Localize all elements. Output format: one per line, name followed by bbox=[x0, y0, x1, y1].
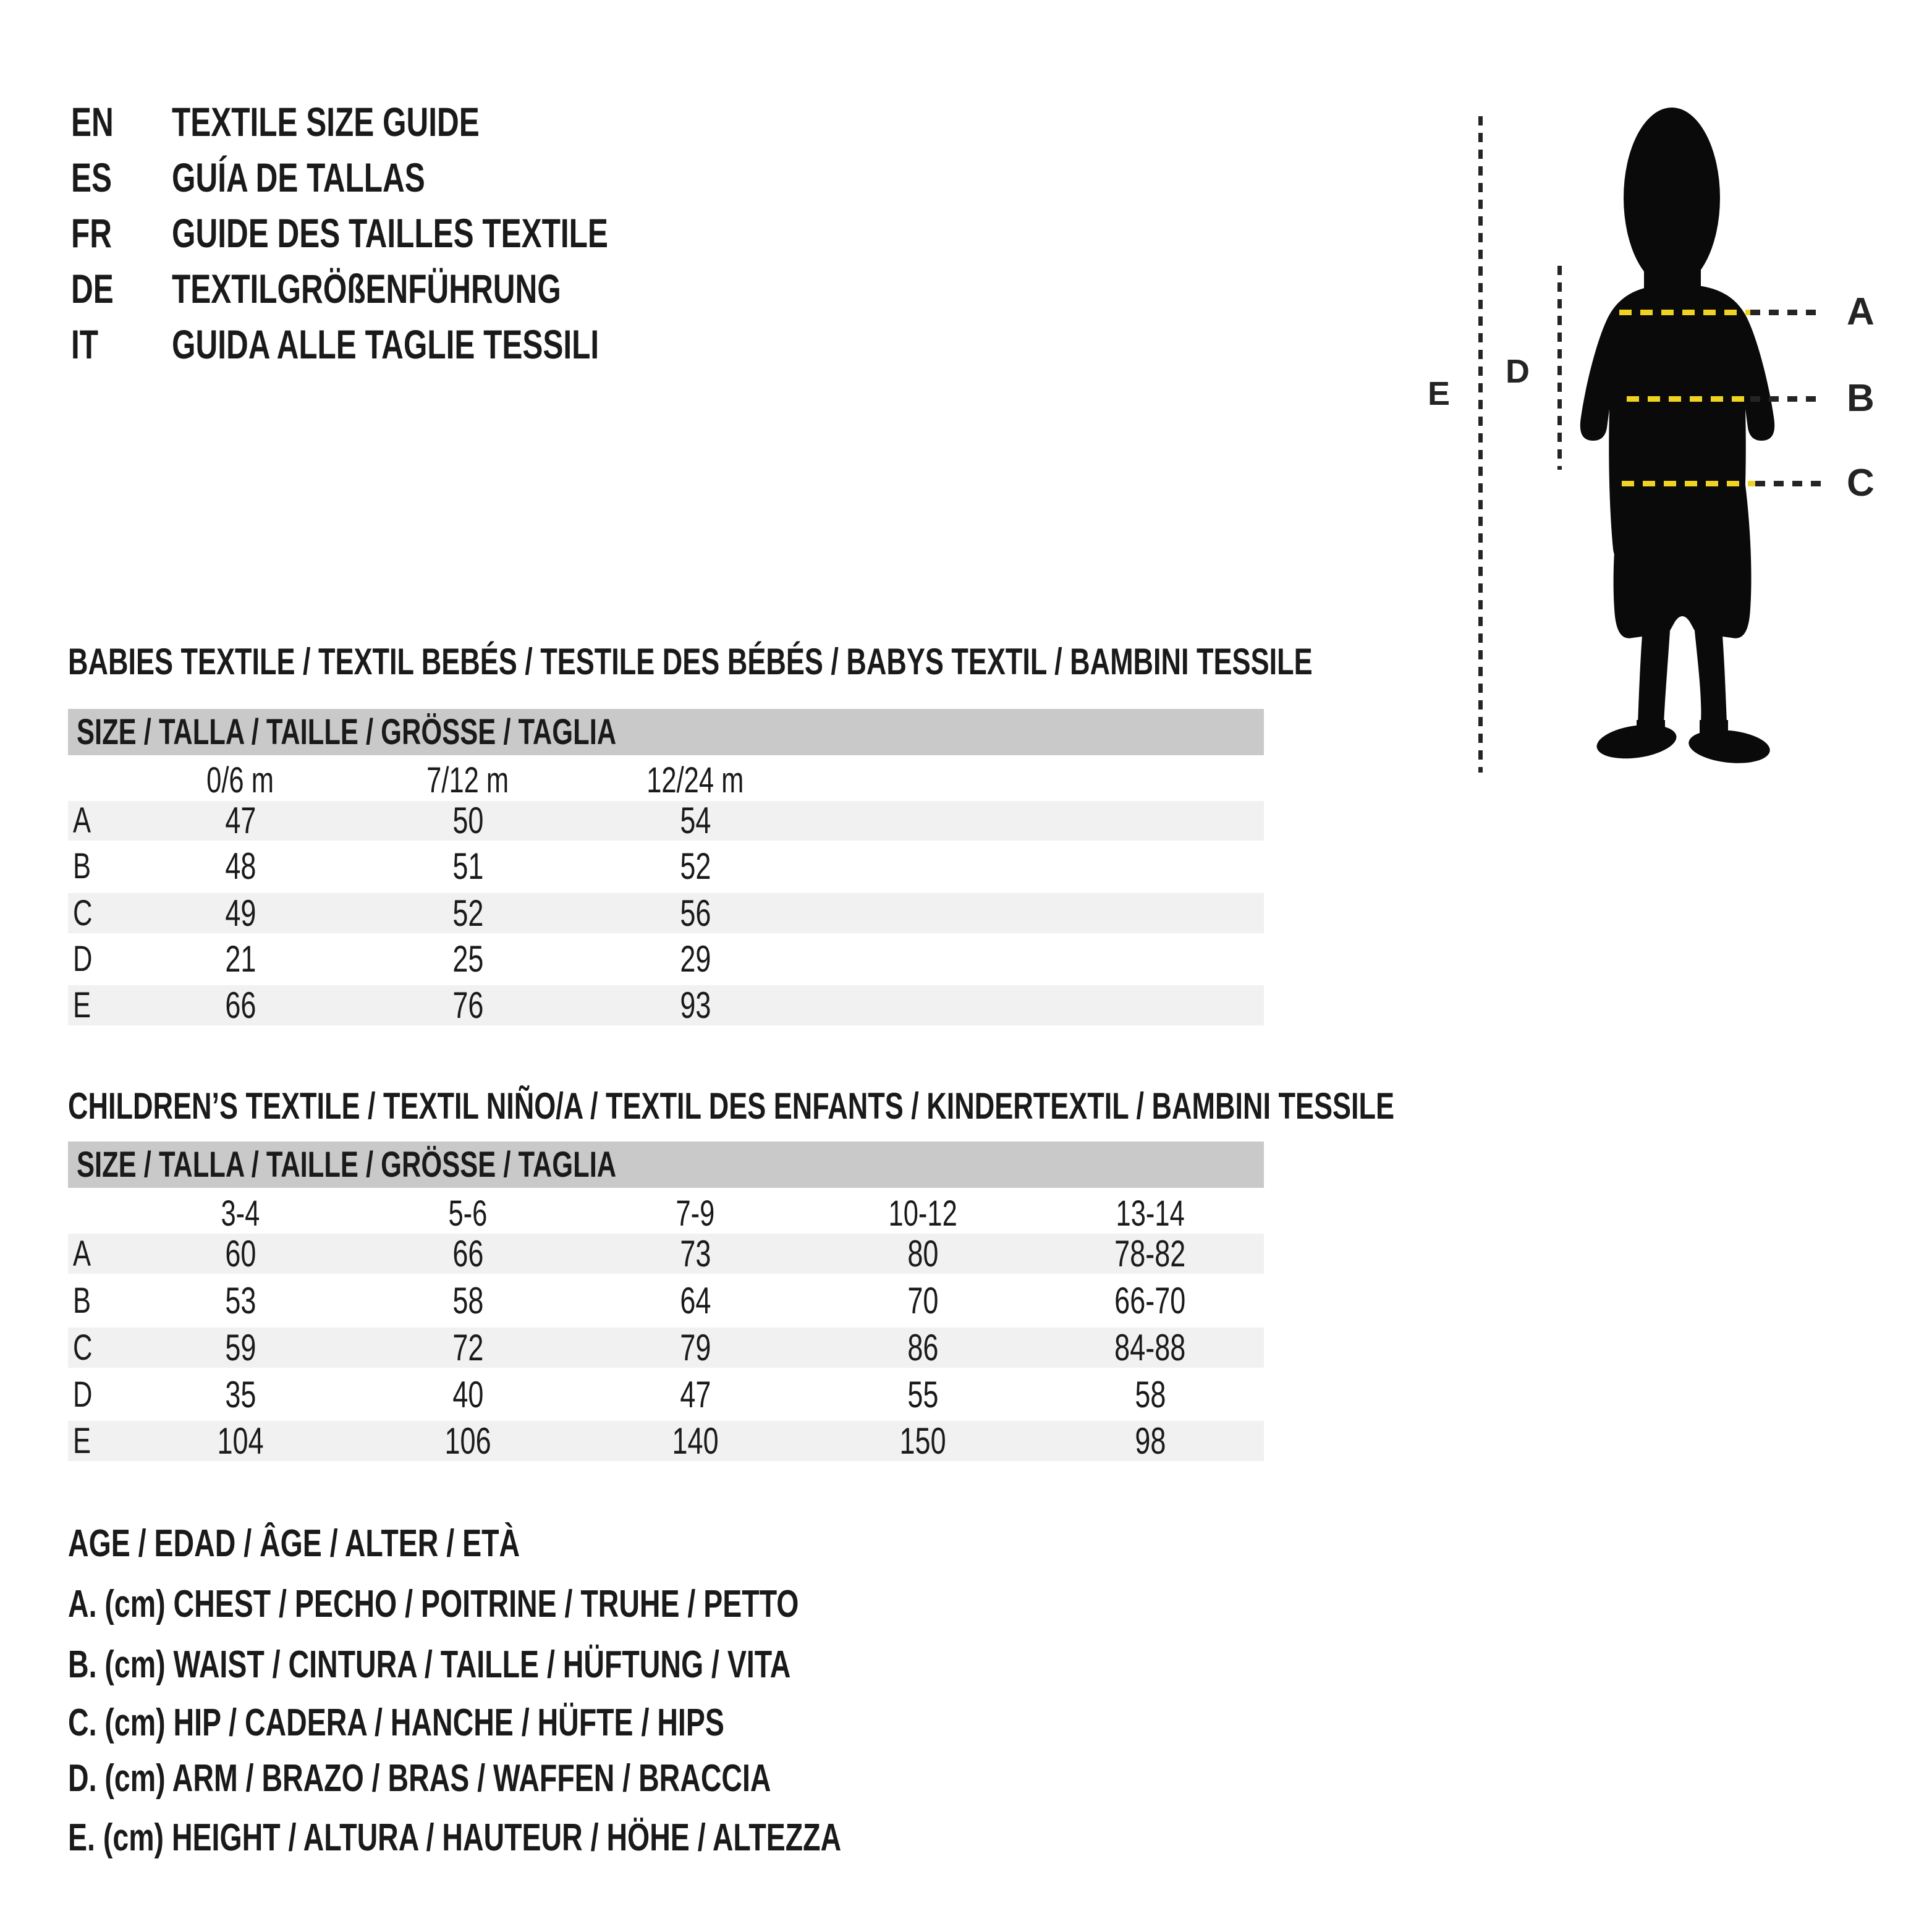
children-column-header-row bbox=[68, 1195, 1264, 1233]
cell: 54 bbox=[679, 800, 711, 841]
silhouette-shorts bbox=[1614, 467, 1752, 638]
row-label: E bbox=[73, 985, 91, 1025]
hip-measure-line bbox=[1622, 481, 1755, 486]
language-code: FR bbox=[71, 210, 112, 256]
babies-column-header-row bbox=[68, 761, 1264, 800]
row-label: D bbox=[73, 1375, 93, 1415]
cell: 47 bbox=[224, 800, 256, 841]
language-row-de bbox=[71, 261, 691, 316]
table-row bbox=[68, 1421, 1264, 1461]
cell: 58 bbox=[1134, 1374, 1166, 1415]
cell: 84-88 bbox=[1114, 1327, 1186, 1368]
legend-waist: B. (cm) WAIST / CINTURA / TAILLE / HÜFTUNG / VITA bbox=[68, 1643, 791, 1686]
cell: 56 bbox=[679, 892, 711, 934]
silhouette-left-leg bbox=[1638, 627, 1670, 723]
column-header: 13-14 bbox=[1116, 1193, 1185, 1234]
column-header: 3-4 bbox=[221, 1193, 260, 1234]
marker-d: D bbox=[1506, 353, 1530, 390]
cell: 73 bbox=[679, 1233, 711, 1274]
cell: 47 bbox=[679, 1374, 711, 1415]
chest-measure-line bbox=[1619, 310, 1750, 315]
marker-e: E bbox=[1428, 375, 1451, 412]
cell: 55 bbox=[907, 1374, 939, 1415]
cell bbox=[1036, 893, 1264, 933]
cell: 70 bbox=[907, 1280, 939, 1321]
legend-chest: A. (cm) CHEST / PECHO / POITRINE / TRUHE / PETTO bbox=[68, 1583, 799, 1625]
cell: 80 bbox=[907, 1233, 939, 1274]
language-row-es bbox=[71, 150, 509, 205]
language-code: IT bbox=[71, 321, 98, 367]
language-title: GUIDE DES TAILLES TEXTILE bbox=[172, 210, 608, 256]
row-label: C bbox=[73, 1328, 93, 1368]
hip-measure-leader bbox=[1755, 481, 1826, 486]
cell: 78-82 bbox=[1114, 1233, 1186, 1274]
cell bbox=[1036, 939, 1264, 979]
cell bbox=[1036, 985, 1264, 1025]
table-row bbox=[68, 1328, 1264, 1368]
row-label: C bbox=[73, 893, 93, 933]
language-row-en bbox=[71, 94, 582, 150]
marker-a: A bbox=[1847, 290, 1875, 333]
row-label: D bbox=[73, 939, 93, 979]
cell: 51 bbox=[452, 845, 484, 887]
cell: 52 bbox=[452, 892, 484, 934]
table-row bbox=[68, 893, 1264, 933]
column-header: 0/6 m bbox=[206, 760, 274, 800]
corner-cell bbox=[68, 761, 127, 800]
cell: 86 bbox=[907, 1327, 939, 1368]
cell: 35 bbox=[224, 1374, 256, 1415]
cell: 64 bbox=[679, 1280, 711, 1321]
cell: 21 bbox=[224, 938, 256, 980]
cell: 106 bbox=[444, 1420, 491, 1462]
waist-measure-line bbox=[1627, 396, 1750, 402]
cell: 79 bbox=[679, 1327, 711, 1368]
marker-c: C bbox=[1847, 462, 1875, 504]
language-title: GUÍA DE TALLAS bbox=[172, 155, 425, 200]
column-header: 5-6 bbox=[448, 1193, 488, 1234]
cell: 66 bbox=[452, 1233, 484, 1274]
silhouette-right-leg bbox=[1695, 627, 1727, 723]
table-row bbox=[68, 939, 1264, 979]
cell: 52 bbox=[679, 845, 711, 887]
cell: 59 bbox=[224, 1327, 256, 1368]
legend-arm: D. (cm) ARM / BRAZO / BRAS / WAFFEN / BRACCIA bbox=[68, 1757, 771, 1800]
language-code: DE bbox=[71, 266, 114, 311]
cell: 93 bbox=[679, 985, 711, 1026]
babies-heading: BABIES TEXTILE / TEXTIL BEBÉS / TESTILE DES BÉBÉS / BABYS TEXTIL / BAMBINI TESSILE bbox=[68, 641, 1313, 682]
language-row-fr bbox=[71, 205, 753, 261]
table-row bbox=[68, 847, 1264, 886]
table-row bbox=[68, 1281, 1264, 1321]
marker-b: B bbox=[1847, 377, 1875, 420]
children-size-header: SIZE / TALLA / TAILLE / GRÖSSE / TAGLIA bbox=[68, 1142, 1264, 1188]
cell: 104 bbox=[217, 1420, 264, 1462]
legend-height: E. (cm) HEIGHT / ALTURA / HAUTEUR / HÖHE / ALTEZZA bbox=[68, 1816, 842, 1859]
table-row bbox=[68, 1234, 1264, 1274]
cell bbox=[809, 939, 1036, 979]
cell bbox=[809, 893, 1036, 933]
column-header: 7-9 bbox=[676, 1193, 715, 1234]
language-title: TEXTILE SIZE GUIDE bbox=[172, 99, 480, 145]
cell bbox=[1036, 801, 1264, 841]
cell: 76 bbox=[452, 985, 484, 1026]
column-header: 10-12 bbox=[888, 1193, 957, 1234]
cell: 150 bbox=[899, 1420, 946, 1462]
children-heading: CHILDREN’S TEXTILE / TEXTIL NIÑO/A / TEXTIL DES ENFANTS / KINDERTEXTIL / BAMBINI TESSILE bbox=[68, 1085, 1395, 1127]
language-title: TEXTILGRÖßENFÜHRUNG bbox=[172, 266, 561, 311]
row-label: A bbox=[73, 800, 91, 841]
table-row bbox=[68, 985, 1264, 1025]
cell bbox=[809, 847, 1036, 886]
child-silhouette bbox=[1567, 105, 1797, 766]
cell: 98 bbox=[1134, 1420, 1166, 1462]
language-row-it bbox=[71, 316, 742, 372]
column-header: 7/12 m bbox=[426, 760, 509, 800]
language-code: ES bbox=[71, 155, 112, 200]
row-label: A bbox=[73, 1234, 91, 1274]
row-label: B bbox=[73, 1281, 91, 1321]
cell: 72 bbox=[452, 1327, 484, 1368]
waist-measure-leader bbox=[1750, 396, 1824, 402]
cell: 48 bbox=[224, 845, 256, 887]
cell bbox=[1036, 847, 1264, 886]
column-header bbox=[1036, 761, 1264, 800]
cell: 53 bbox=[224, 1280, 256, 1321]
language-code: EN bbox=[71, 99, 114, 145]
column-header: 12/24 m bbox=[646, 760, 744, 800]
cell: 40 bbox=[452, 1374, 484, 1415]
cell: 49 bbox=[224, 892, 256, 934]
table-row bbox=[68, 1375, 1264, 1415]
arm-measure-line bbox=[1557, 266, 1562, 470]
babies-size-header: SIZE / TALLA / TAILLE / GRÖSSE / TAGLIA bbox=[68, 709, 1264, 755]
table-row bbox=[68, 801, 1264, 841]
cell: 66 bbox=[224, 985, 256, 1026]
language-title: GUIDA ALLE TAGLIE TESSILI bbox=[172, 321, 600, 367]
column-header bbox=[809, 761, 1036, 800]
chest-measure-leader bbox=[1750, 310, 1824, 315]
corner-cell bbox=[68, 1195, 127, 1233]
cell bbox=[809, 801, 1036, 841]
row-label: B bbox=[73, 846, 91, 886]
cell: 60 bbox=[224, 1233, 256, 1274]
cell: 29 bbox=[679, 938, 711, 980]
cell: 66-70 bbox=[1114, 1280, 1186, 1321]
cell: 58 bbox=[452, 1280, 484, 1321]
cell bbox=[809, 985, 1036, 1025]
legend-hip: C. (cm) HIP / CADERA / HANCHE / HÜFTE / HIPS bbox=[68, 1701, 724, 1744]
silhouette-left-shoe bbox=[1595, 720, 1679, 763]
cell: 50 bbox=[452, 800, 484, 841]
legend-age: AGE / EDAD / ÂGE / ALTER / ETÀ bbox=[68, 1522, 520, 1565]
cell: 25 bbox=[452, 938, 484, 980]
row-label: E bbox=[73, 1421, 91, 1461]
cell: 140 bbox=[672, 1420, 719, 1462]
